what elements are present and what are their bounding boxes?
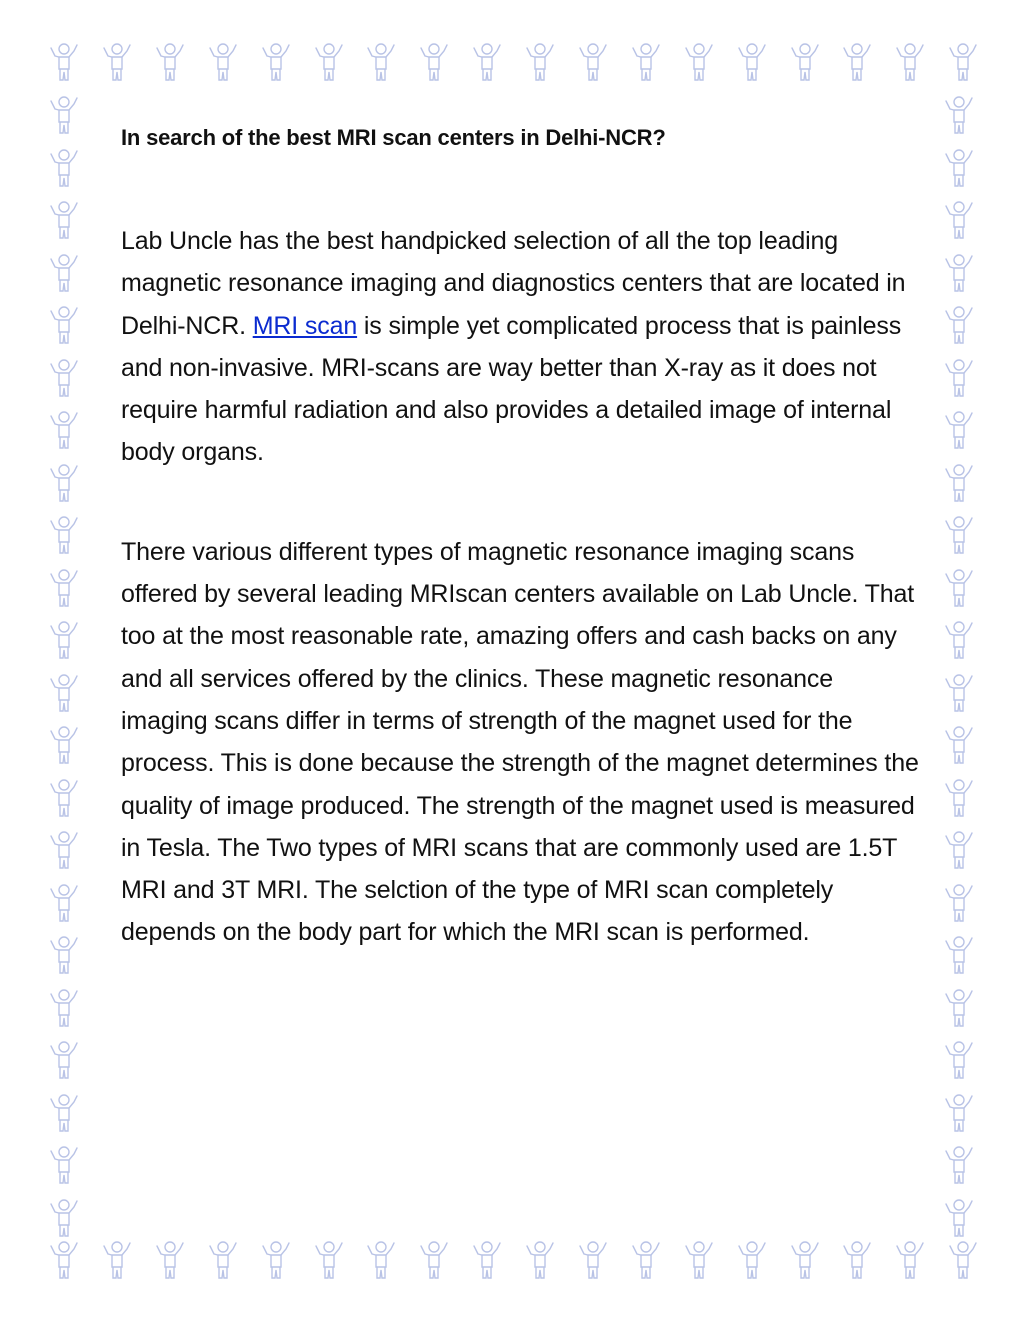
waving-person-icon	[51, 1147, 77, 1183]
waving-person-icon	[51, 44, 77, 80]
waving-person-icon	[946, 570, 972, 606]
waving-person-icon	[51, 727, 77, 763]
waving-person-icon	[946, 307, 972, 343]
waving-person-icon	[157, 1242, 183, 1278]
waving-person-icon	[792, 44, 818, 80]
waving-person-icon	[580, 44, 606, 80]
waving-person-icon	[946, 97, 972, 133]
waving-person-icon	[946, 1200, 972, 1236]
waving-person-icon	[633, 1242, 659, 1278]
waving-person-icon	[946, 1147, 972, 1183]
waving-person-icon	[474, 1242, 500, 1278]
waving-person-icon	[527, 1242, 553, 1278]
waving-person-icon	[210, 44, 236, 80]
waving-person-icon	[580, 1242, 606, 1278]
waving-person-icon	[946, 517, 972, 553]
waving-person-icon	[792, 1242, 818, 1278]
waving-person-icon	[946, 780, 972, 816]
waving-person-icon	[104, 44, 130, 80]
waving-person-icon	[210, 1242, 236, 1278]
waving-person-icon	[739, 44, 765, 80]
waving-person-icon	[51, 832, 77, 868]
waving-person-icon	[946, 150, 972, 186]
waving-person-icon	[51, 937, 77, 973]
waving-person-icon	[51, 465, 77, 501]
waving-person-icon	[51, 360, 77, 396]
waving-person-icon	[739, 1242, 765, 1278]
waving-person-icon	[263, 44, 289, 80]
waving-person-icon	[51, 622, 77, 658]
waving-person-icon	[527, 44, 553, 80]
waving-person-icon	[946, 360, 972, 396]
waving-person-icon	[51, 1200, 77, 1236]
waving-person-icon	[946, 990, 972, 1026]
waving-person-icon	[946, 412, 972, 448]
document-body	[121, 117, 921, 954]
waving-person-icon	[946, 937, 972, 973]
waving-person-icon	[946, 885, 972, 921]
waving-person-icon	[946, 727, 972, 763]
waving-person-icon	[51, 517, 77, 553]
waving-person-icon	[51, 97, 77, 133]
waving-person-icon	[51, 1095, 77, 1131]
waving-person-icon	[686, 44, 712, 80]
waving-person-icon	[51, 202, 77, 238]
waving-person-icon	[946, 622, 972, 658]
waving-person-icon	[51, 150, 77, 186]
waving-person-icon	[686, 1242, 712, 1278]
waving-person-icon	[950, 44, 976, 80]
page-title: In search of the best MRI scan centers in Delhi-NCR?	[121, 125, 666, 150]
waving-person-icon	[316, 44, 342, 80]
waving-person-icon	[51, 885, 77, 921]
paragraph-intro	[121, 220, 921, 474]
waving-person-icon	[474, 44, 500, 80]
waving-person-icon	[897, 1242, 923, 1278]
waving-person-icon	[51, 990, 77, 1026]
waving-person-icon	[946, 255, 972, 291]
paragraph-intro-text-1: Lab Uncle has the best handpicked selection of all the top leading magnetic resonance imaging and diagnostics centers that are located in Delhi-NCR.	[121, 227, 906, 340]
waving-person-icon	[51, 675, 77, 711]
waving-person-icon	[633, 44, 659, 80]
waving-person-icon	[51, 780, 77, 816]
mri-scan-link[interactable]: MRI scan	[252, 311, 358, 340]
waving-person-icon	[51, 570, 77, 606]
waving-person-icon	[844, 44, 870, 80]
waving-person-icon	[946, 675, 972, 711]
waving-person-icon	[844, 1242, 870, 1278]
waving-person-icon	[263, 1242, 289, 1278]
waving-person-icon	[950, 1242, 976, 1278]
waving-person-icon	[946, 1095, 972, 1131]
paragraph-types: There various different types of magnetic resonance imaging scans offered by several leading MRIscan centers available on Lab Uncle. That too at the most reasonable rate, amazing offers and cash backs on any and all services offered by the clinics. These magnetic resonance imaging scans differ in terms of strength of the magnet used for the process. This is done because the strength of the magnet determines the quality of image produced. The strength of the magnet used is measured in Tesla. The Two types of MRI scans that are commonly used are 1.5T MRI and 3T MRI. The selction of the type of MRI scan completely depends on the body part for which the MRI scan is performed.	[121, 537, 919, 947]
waving-person-icon	[897, 44, 923, 80]
waving-person-icon	[421, 1242, 447, 1278]
waving-person-icon	[51, 412, 77, 448]
waving-person-icon	[421, 44, 447, 80]
waving-person-icon	[51, 1042, 77, 1078]
waving-person-icon	[946, 202, 972, 238]
waving-person-icon	[157, 44, 183, 80]
waving-person-icon	[946, 465, 972, 501]
waving-person-icon	[368, 1242, 394, 1278]
waving-person-icon	[946, 832, 972, 868]
waving-person-icon	[368, 44, 394, 80]
waving-person-icon	[316, 1242, 342, 1278]
waving-person-icon	[51, 255, 77, 291]
waving-person-icon	[946, 1042, 972, 1078]
paragraph-intro-text-2: is simple yet complicated process that is painless and non-invasive. MRI-scans are way better than X-ray as it does not require harmful radiation and also provides a detailed image of internal body organs.	[121, 311, 902, 467]
waving-person-icon	[51, 307, 77, 343]
waving-person-icon	[51, 1242, 77, 1278]
waving-person-icon	[104, 1242, 130, 1278]
